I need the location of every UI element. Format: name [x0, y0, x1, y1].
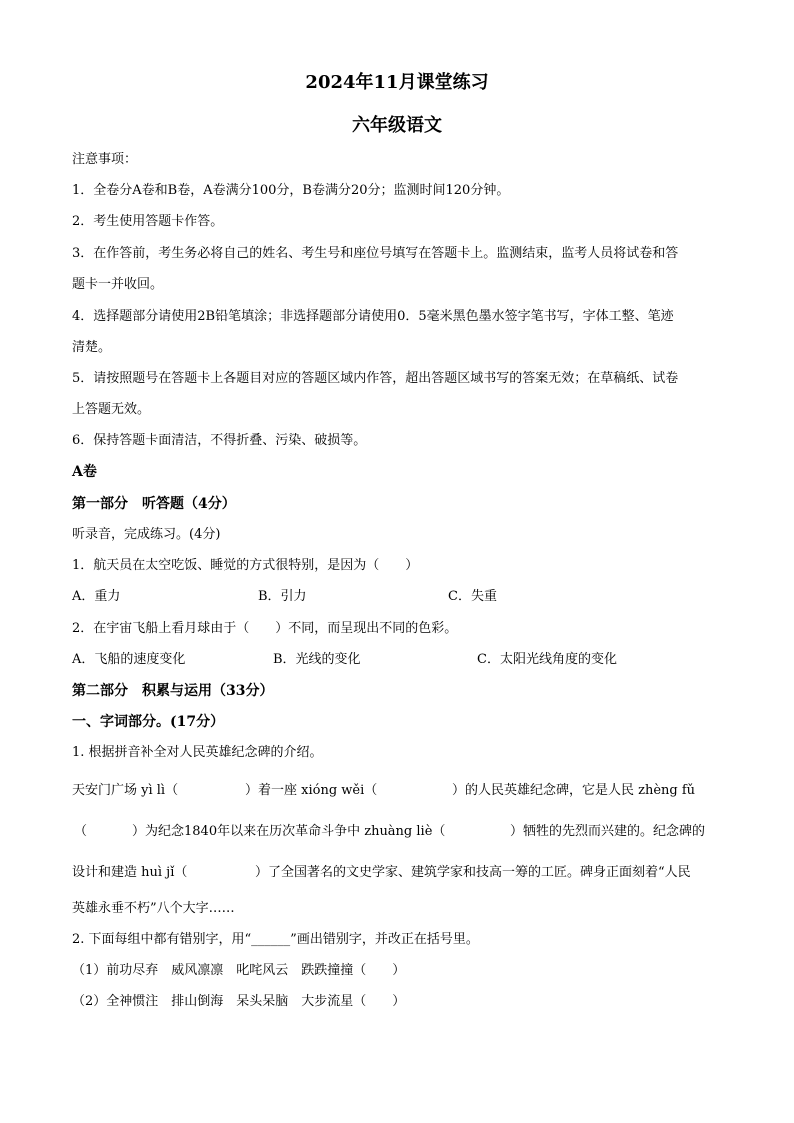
- part1-heading: 第一部分 听答题（4分）: [72, 496, 236, 512]
- notice-item: 3．在作答前，考生务必将自己的姓名、考生号和座位号填写在答题卡上。监测结束，监考人员将试卷和答: [72, 246, 679, 261]
- section-a-label: A卷: [72, 464, 97, 480]
- part2-heading: 第二部分 积累与运用（33分）: [72, 683, 274, 699]
- pinyin-text: 设计和建造 huì jǐ（: [72, 865, 188, 880]
- pinyin-text: 天安门广场 yì lì（: [72, 783, 179, 798]
- option-c: C．太阳光线角度的变化: [477, 652, 617, 667]
- notice-item: 清楚。: [72, 340, 112, 355]
- option-a: A．重力: [72, 589, 121, 604]
- pinyin-text: ）牺牲的先烈而兴建的。纪念碑的: [510, 824, 706, 839]
- option-b: B．光线的变化: [273, 652, 361, 667]
- notice-item: 1．全卷分A卷和B卷，A卷满分100分，B卷满分20分；监测时间120分钟。: [72, 183, 510, 198]
- pinyin-line: [72, 823, 722, 843]
- pinyin-line: [72, 864, 722, 884]
- exam-title: 2024年11月课堂练习: [305, 72, 489, 93]
- question-stem: 2. 下面每组中都有错别字，用“______”画出错别字，并改正在括号里。: [72, 932, 479, 947]
- pinyin-text: ）为纪念1840年以来在历次革命斗争中 zhuàng liè（: [132, 824, 446, 839]
- pinyin-text: （: [74, 824, 88, 839]
- option-b: B．引力: [258, 589, 307, 604]
- pinyin-line: [72, 782, 722, 802]
- option-a: A．飞船的速度变化: [72, 652, 186, 667]
- notice-item: 6．保持答题卡面清洁，不得折叠、污染、破损等。: [72, 433, 367, 448]
- question-stem: 2．在宇宙飞船上看月球由于（ ）不同，而呈现出不同的色彩。: [72, 621, 458, 636]
- notice-item: 2．考生使用答题卡作答。: [72, 214, 224, 229]
- part1-instruction: 听录音，完成练习。(4分): [72, 527, 221, 542]
- question-item: （2）全神惯注 排山倒海 呆头呆脑 大步流星（ ）: [72, 994, 406, 1009]
- pinyin-text: ）的人民英雄纪念碑，它是人民 zhèng fǔ: [452, 783, 696, 798]
- question-stem: 1. 根据拼音补全对人民英雄纪念碑的介绍。: [72, 745, 323, 760]
- part2-subheading: 一、字词部分。(17分）: [72, 714, 225, 730]
- question-stem: 1．航天员在太空吃饭、睡觉的方式很特别，是因为（ ）: [72, 558, 419, 573]
- notice-heading: 注意事项：: [72, 152, 138, 167]
- notice-item: 上答题无效。: [72, 402, 151, 417]
- question-item: （1）前功尽弃 威风凛凛 叱咤风云 跌跌撞撞（ ）: [72, 963, 406, 978]
- option-c: C．失重: [448, 589, 497, 604]
- exam-subtitle: 六年级语文: [352, 115, 442, 136]
- notice-item: 5．请按照题号在答题卡上各题目对应的答题区域内作答，超出答题区域书写的答案无效；在草稿纸、试卷: [72, 371, 679, 386]
- notice-item: 题卡一并收回。: [72, 277, 164, 292]
- pinyin-text: ）了全国著名的文史学家、建筑学家和技高一筹的工匠。碑身正面刻着“人民: [255, 865, 691, 880]
- pinyin-text: ）着一座 xióng wěi（: [245, 783, 378, 798]
- pinyin-line: 英雄永垂不朽”八个大字……: [72, 901, 235, 916]
- notice-item: 4．选择题部分请使用2B铅笔填涂；非选择题部分请使用0．5毫米黑色墨水签字笔书写，字体工整、笔迹: [72, 309, 674, 324]
